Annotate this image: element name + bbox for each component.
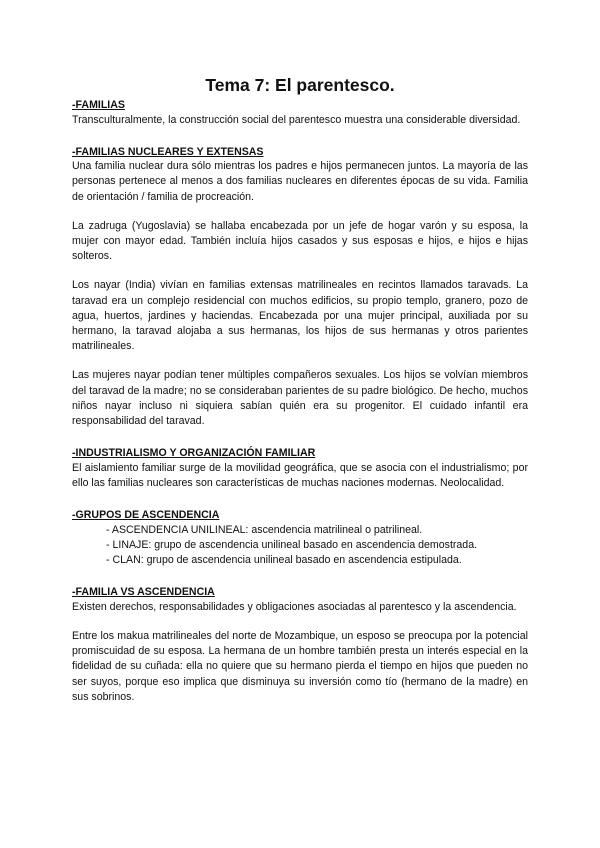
paragraph: Una familia nuclear dura sólo mientras los padres e hijos permanecen juntos. La mayoría de las personas pertenece al menos a dos familias nucleares en diferentes épocas de su vida. Familia de orientación / familia de procreación. (72, 160, 528, 203)
section-familia-vs-ascendencia (72, 585, 528, 705)
list-item: - ASCENDENCIA UNILINEAL: ascendencia matrilineal o patrilineal. (106, 523, 528, 538)
paragraph: Existen derechos, responsabilidades y obligaciones asociadas al parentesco y la ascendencia. (72, 600, 517, 613)
paragraph: Las mujeres nayar podían tener múltiples compañeros sexuales. Los hijos se volvían miembros del taravad de la madre; no se consideraban parientes de su padre biológico. De hecho, muchos niños nayar incluso ni siquiera sabían quién era su progenitor. El cuidado infantil era responsabilidad del taravad. (72, 369, 528, 428)
section-grupos-ascendencia (72, 508, 528, 568)
list-item: - CLAN: grupo de ascendencia unilineal basado en ascendencia estipulada. (106, 553, 528, 568)
section-familias (72, 98, 528, 128)
section-heading: -FAMILIA VS ASCENDENCIA (72, 586, 215, 599)
paragraph: Entre los makua matrilineales del norte de Mozambique, un esposo se preocupa por la potencial promiscuidad de su esposa. La hermana de un hombre también presta un interés especial en la fidelidad de su cuñada: ella no quiere que su hermano pierda el tiempo en hijos que pueden no ser suyos, porque eso implica que disminuya su inversión como tío (hermano de la madre) en sus sobrinos. (72, 629, 528, 703)
document-page (72, 74, 528, 705)
paragraph: La zadruga (Yugoslavia) se hallaba encabezada por un jefe de hogar varón y su esposa, la mujer con mayor edad. También incluía hijos casados y sus esposas e hijos, e hijos e hijas solteros. (72, 219, 528, 263)
paragraph: Los nayar (India) vivían en familias extensas matrilineales en recintos llamados taravads. La taravad era un complejo residencial con muchos edificios, su propio templo, granero, pozo de agua, huertos, jardines y haciendas. Encabezada por una mujer principal, auxiliada por su hermano, la taravad alojaba a sus hermanas, los hijos de sus hermanas y otros parientes matrilineales. (72, 279, 528, 353)
section-heading: -INDUSTRIALISMO Y ORGANIZACIÓN FAMILIAR (72, 447, 316, 460)
paragraph: El aislamiento familiar surge de la movilidad geográfica, que se asocia con el industrialismo; por ello las familias nucleares son características de muchas naciones modernas. Neolocalidad. (72, 461, 528, 489)
dash-list (72, 523, 528, 569)
section-familias-nucleares (72, 145, 528, 430)
section-heading: -FAMILIAS NUCLEARES Y EXTENSAS (72, 145, 264, 158)
paragraph: Transculturalmente, la construcción social del parentesco muestra una considerable diversidad. (72, 113, 521, 126)
section-heading: -GRUPOS DE ASCENDENCIA (72, 509, 220, 522)
section-industrialismo (72, 446, 528, 491)
list-item: - LINAJE: grupo de ascendencia unilineal basado en ascendencia demostrada. (106, 538, 528, 553)
section-heading: -FAMILIAS (72, 99, 125, 111)
page-title: Tema 7: El parentesco. (205, 75, 395, 95)
